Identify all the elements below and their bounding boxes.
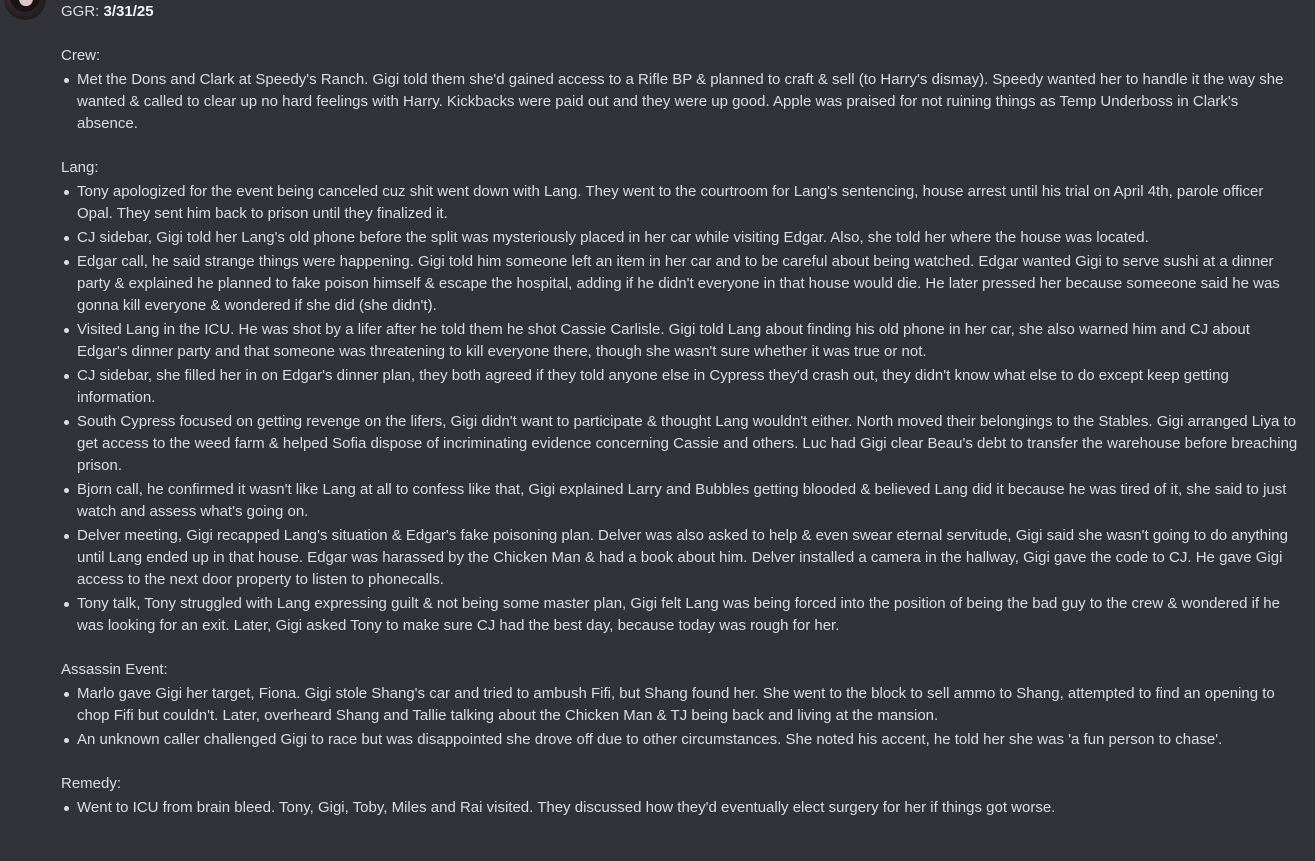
notes-section — [61, 659, 1301, 751]
list-item: Marlo gave Gigi her target, Fiona. Gigi stole Shang's car and tried to ambush Fifi, but Shang found her. She went to the block to sell ammo to Shang, attempted to find an opening to chop Fifi but couldn't. Later, overheard Shang and Tallie talking about the Chicken Man & TJ being back and living at the mansion. — [77, 683, 1301, 727]
section-title: Lang: — [61, 159, 99, 176]
message-prefix: GGR: — [61, 3, 104, 20]
list-item: Visited Lang in the ICU. He was shot by a lifer after he told them he shot Cassie Carlisle. Gigi told Lang about finding his old phone in her car, she also warned him and CJ about Edgar's dinner party and that someone was threatening to kill everyone there, though she wasn't sure whether it was true or not. — [77, 319, 1301, 363]
list-item: Edgar call, he said strange things were happening. Gigi told him someone left an item in her car and to be careful about being watched. Edgar wanted Gigi to serve sushi at a dinner party & explained he planned to fake poison himself & escape the hospital, adding if he didn't everyone in that house would die. He later pressed her because someeone said he was gonna kill everyone & wondered if she did (she didn't). — [77, 251, 1301, 317]
notes-section — [61, 45, 1301, 135]
list-item: Went to ICU from brain bleed. Tony, Gigi, Toby, Miles and Rai visited. They discussed how they'd eventually elect surgery for her if things got worse. — [77, 797, 1301, 819]
notes-section — [61, 773, 1301, 819]
message-content — [61, 0, 1301, 821]
list-item: Tony talk, Tony struggled with Lang expressing guilt & not being some master plan, Gigi felt Lang was being forced into the position of being the bad guy to the crew & wondered if he was looking for an exit. Later, Gigi asked Tony to make sure CJ had the best day, because today was rough for her. — [77, 593, 1301, 637]
bullet-list — [61, 69, 1301, 135]
user-avatar[interactable] — [4, 0, 46, 20]
list-item: Bjorn call, he confirmed it wasn't like Lang at all to confess like that, Gigi explained Larry and Bubbles getting blooded & believed Lang did it because he was tired of it, she said to just watch and assess what's going on. — [77, 479, 1301, 523]
message-sections — [61, 45, 1301, 819]
list-item: CJ sidebar, Gigi told her Lang's old phone before the split was mysteriously placed in her car while visiting Edgar. Also, she told her where the house was located. — [77, 227, 1301, 249]
list-item: South Cypress focused on getting revenge on the lifers, Gigi didn't want to participate & thought Lang wouldn't either. North moved their belongings to the Stables. Gigi arranged Liya to get access to the weed farm & helped Sofia dispose of incriminating evidence concerning Cassie and others. Luc had Gigi clear Beau's debt to transfer the warehouse before breaching prison. — [77, 411, 1301, 477]
message-date: 3/31/25 — [103, 3, 154, 20]
bullet-list — [61, 181, 1301, 637]
list-item: Tony apologized for the event being canceled cuz shit went down with Lang. They went to the courtroom for Lang's sentencing, house arrest until his trial on April 4th, parole officer Opal. They sent him back to prison until they finalized it. — [77, 181, 1301, 225]
list-item: Delver meeting, Gigi recapped Lang's situation & Edgar's fake poisoning plan. Delver was also asked to help & even swear eternal servitude, Gigi said she wasn't going to do anything until Lang ended up in that house. Edgar was harassed by the Chicken Man & had a book about him. Delver installed a camera in the hallway, Gigi gave the code to CJ. He gave Gigi access to the next door property to listen to phonecalls. — [77, 525, 1301, 591]
message-header — [61, 1, 1301, 23]
list-item: An unknown caller challenged Gigi to race but was disappointed she drove off due to other circumstances. She noted his accent, he told her she was 'a fun person to chase'. — [77, 729, 1301, 751]
bullet-list — [61, 797, 1301, 819]
list-item: CJ sidebar, she filled her in on Edgar's dinner plan, they both agreed if they told anyone else in Cypress they'd crash out, they didn't know what else to do except keep getting information. — [77, 365, 1301, 409]
section-title: Assassin Event: — [61, 661, 168, 678]
list-item: Met the Dons and Clark at Speedy's Ranch. Gigi told them she'd gained access to a Rifle BP & planned to craft & sell (to Harry's dismay). Speedy wanted her to handle it the way she wanted & called to clear up no hard feelings with Harry. Kickbacks were paid out and they were up good. Apple was praised for not ruining things as Temp Underboss in Clark's absence. — [77, 69, 1301, 135]
notes-section — [61, 157, 1301, 637]
section-title: Crew: — [61, 47, 101, 64]
section-title: Remedy: — [61, 775, 122, 792]
bullet-list — [61, 683, 1301, 751]
